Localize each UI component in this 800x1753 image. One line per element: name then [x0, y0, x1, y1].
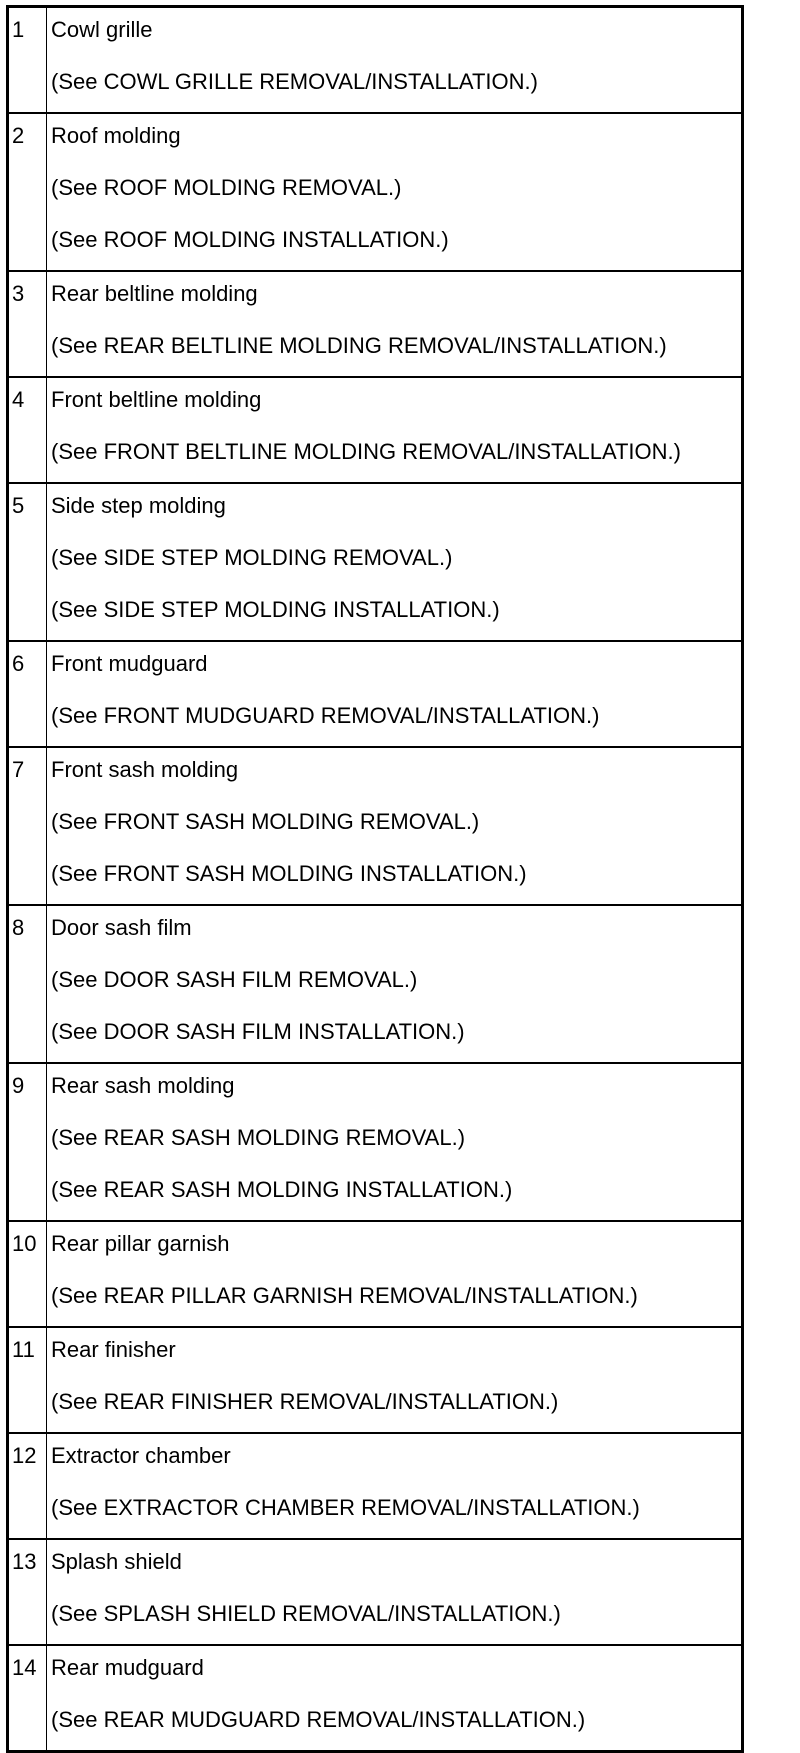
item-number: 3 — [12, 281, 25, 306]
item-description-cell — [47, 1645, 743, 1752]
item-number-cell — [8, 1063, 47, 1221]
item-number-cell — [8, 1221, 47, 1327]
part-name: Cowl grille — [51, 17, 153, 42]
table-row — [8, 1433, 743, 1539]
procedure-reference[interactable]: (See FRONT MUDGUARD REMOVAL/INSTALLATION.) — [51, 703, 600, 728]
procedure-reference[interactable]: (See ROOF MOLDING REMOVAL.) — [51, 175, 402, 200]
item-description-cell — [47, 7, 743, 114]
item-description-cell — [47, 483, 743, 641]
procedure-reference[interactable]: (See REAR BELTLINE MOLDING REMOVAL/INSTALLATION.) — [51, 333, 667, 358]
procedure-reference[interactable]: (See FRONT SASH MOLDING REMOVAL.) — [51, 809, 480, 834]
procedure-reference[interactable]: (See DOOR SASH FILM REMOVAL.) — [51, 967, 418, 992]
part-name: Side step molding — [51, 493, 226, 518]
table-row — [8, 1327, 743, 1433]
item-number-cell — [8, 113, 47, 271]
procedure-reference[interactable]: (See REAR SASH MOLDING REMOVAL.) — [51, 1125, 466, 1150]
item-number-cell — [8, 1327, 47, 1433]
table-row — [8, 641, 743, 747]
item-description-cell — [47, 905, 743, 1063]
item-description-cell — [47, 1539, 743, 1645]
item-number-cell — [8, 271, 47, 377]
item-description-cell — [47, 377, 743, 483]
item-description-cell — [47, 641, 743, 747]
part-name: Roof molding — [51, 123, 181, 148]
table-row — [8, 1063, 743, 1221]
table-row — [8, 113, 743, 271]
part-name: Front beltline molding — [51, 387, 262, 412]
item-number: 8 — [12, 915, 25, 940]
table-row — [8, 377, 743, 483]
table-row — [8, 1221, 743, 1327]
item-description-cell — [47, 271, 743, 377]
procedure-reference[interactable]: (See SPLASH SHIELD REMOVAL/INSTALLATION.) — [51, 1601, 561, 1626]
table-row — [8, 7, 743, 114]
item-number-cell — [8, 641, 47, 747]
procedure-reference[interactable]: (See ROOF MOLDING INSTALLATION.) — [51, 227, 449, 252]
item-number: 10 — [12, 1231, 37, 1256]
procedure-reference[interactable]: (See REAR SASH MOLDING INSTALLATION.) — [51, 1177, 513, 1202]
part-name: Splash shield — [51, 1549, 182, 1574]
item-number: 2 — [12, 123, 25, 148]
part-name: Front sash molding — [51, 757, 239, 782]
item-number: 7 — [12, 757, 25, 782]
procedure-reference[interactable]: (See FRONT SASH MOLDING INSTALLATION.) — [51, 861, 527, 886]
item-number-cell — [8, 747, 47, 905]
procedure-reference[interactable]: (See EXTRACTOR CHAMBER REMOVAL/INSTALLATION.) — [51, 1495, 640, 1520]
table-row — [8, 747, 743, 905]
item-number-cell — [8, 7, 47, 114]
part-name: Rear pillar garnish — [51, 1231, 230, 1256]
table-row — [8, 483, 743, 641]
part-name: Door sash film — [51, 915, 192, 940]
item-number-cell — [8, 377, 47, 483]
part-name: Rear finisher — [51, 1337, 176, 1362]
part-name: Rear mudguard — [51, 1655, 204, 1680]
item-description-cell — [47, 113, 743, 271]
item-number: 12 — [12, 1443, 37, 1468]
table-row — [8, 1539, 743, 1645]
procedure-reference[interactable]: (See DOOR SASH FILM INSTALLATION.) — [51, 1019, 465, 1044]
item-number-cell — [8, 905, 47, 1063]
item-description-cell — [47, 1327, 743, 1433]
item-number-cell — [8, 1645, 47, 1752]
parts-reference-table — [6, 5, 744, 1753]
item-number-cell — [8, 483, 47, 641]
part-name: Rear beltline molding — [51, 281, 258, 306]
procedure-reference[interactable]: (See FRONT BELTLINE MOLDING REMOVAL/INSTALLATION.) — [51, 439, 681, 464]
item-description-cell — [47, 747, 743, 905]
part-name: Extractor chamber — [51, 1443, 231, 1468]
item-number: 1 — [12, 17, 25, 42]
item-number: 4 — [12, 387, 25, 412]
item-number: 9 — [12, 1073, 25, 1098]
table-row — [8, 905, 743, 1063]
table-row — [8, 271, 743, 377]
item-number-cell — [8, 1539, 47, 1645]
item-number: 6 — [12, 651, 25, 676]
procedure-reference[interactable]: (See SIDE STEP MOLDING REMOVAL.) — [51, 545, 453, 570]
part-name: Rear sash molding — [51, 1073, 235, 1098]
procedure-reference[interactable]: (See REAR FINISHER REMOVAL/INSTALLATION.) — [51, 1389, 559, 1414]
item-description-cell — [47, 1433, 743, 1539]
procedure-reference[interactable]: (See COWL GRILLE REMOVAL/INSTALLATION.) — [51, 69, 538, 94]
item-number: 11 — [12, 1337, 35, 1362]
item-description-cell — [47, 1221, 743, 1327]
part-name: Front mudguard — [51, 651, 208, 676]
table-row — [8, 1645, 743, 1752]
parts-table-body — [8, 7, 743, 1752]
item-number: 14 — [12, 1655, 37, 1680]
procedure-reference[interactable]: (See REAR PILLAR GARNISH REMOVAL/INSTALLATION.) — [51, 1283, 638, 1308]
procedure-reference[interactable]: (See SIDE STEP MOLDING INSTALLATION.) — [51, 597, 500, 622]
item-number-cell — [8, 1433, 47, 1539]
procedure-reference[interactable]: (See REAR MUDGUARD REMOVAL/INSTALLATION.) — [51, 1707, 586, 1732]
item-number: 5 — [12, 493, 25, 518]
item-number: 13 — [12, 1549, 37, 1574]
item-description-cell — [47, 1063, 743, 1221]
